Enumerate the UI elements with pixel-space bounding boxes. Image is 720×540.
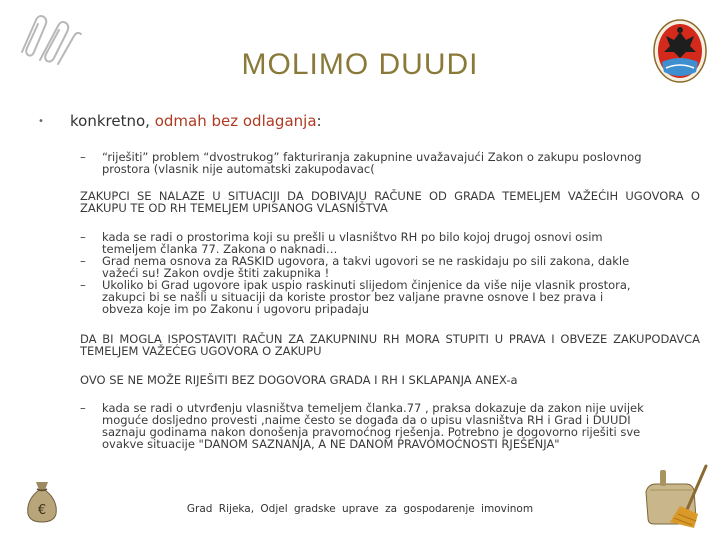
bullet-suffix: : [316,112,322,130]
money-bag-icon [24,478,60,524]
sub-item-line: prostora (vlasnik nije automatski zakupodavac( [102,162,375,176]
last-list [80,402,700,450]
footer-text: Grad Rijeka, Odjel gradske uprave za gospodarenje imovinom [186,503,534,515]
list-item-line: važeći su! Zakon ovdje štiti zakupnika ! [102,266,330,280]
list-item-line: kada se radi o prostorima koji su prešli u vlasništvo RH po bilo kojoj drugoj osnovi osim [102,230,603,244]
list-item [80,151,700,175]
page-title: MOLIMO DUUDI [241,48,479,81]
list-item-line: temeljem članka 77. Zakona o naknadi… [102,242,338,256]
dash-marker: – [80,230,86,244]
bullet-dot: • [38,116,44,127]
list-item-line: moguće dosljedno provesti ,naime često se događa da o upisu vlasništva RH i Grad i DUUDI [102,413,631,427]
dash-marker: – [80,401,86,415]
dash-marker: – [80,278,86,292]
dash-list [80,231,700,315]
list-item-line: saznaju godinama nakon donošenja pravomoćnog rješenja. Potrebno je dogovorno riješiti sve [102,425,641,439]
list-item-line: zakupci bi se našli u situaciji da koriste prostor bez valjane pravne osnove I bez prava i [102,290,604,304]
bullet-text [70,112,322,130]
list-item-line: Grad nema osnova za RASKID ugovora, a takvi ugovori se ne raskidaju po sili zakona, dakle [102,254,630,268]
caps-paragraph-2: DA BI MOGLA ISPOSTAVITI RAČUN ZA ZAKUPNINU RH MORA STUPITI U PRAVA I OBVEZE ZAKUPODAVCA TEMELJEM VAŽEĆEG UGOVORA O ZAKUPU [80,332,700,358]
list-item-line: obveza koje im po Zakonu i ugovoru pripadaju [102,302,370,316]
bullet-highlight: odmah bez odlaganja [154,112,317,130]
list-item [80,231,700,255]
list-item [80,402,700,450]
sub-item-line: “riješiti” problem “dvostrukog” fakturiranja zakupnine uvažavajući Zakon o zakupu poslovnog [102,150,642,164]
dustpan-broom-icon [640,462,714,530]
list-item [80,279,700,315]
caps-paragraph-1: ZAKUPCI SE NALAZE U SITUACIJI DA DOBIVAJU RAČUNE OD GRADA TEMELJEM VAŽEĆIH UGOVORA O ZAKUPU TE OD RH TEMELJEM UPISANOG VLASNIŠTVA [80,189,700,215]
sub-list-1 [80,151,700,175]
dash-marker: – [80,254,86,268]
list-item-line: Ukoliko bi Grad ugovore ipak uspio raskinuti slijedom činjenice da više nije vlasnik prostora, [102,278,631,292]
bullet-prefix: konkretno, [70,112,155,130]
list-item-line: kada se radi o utvrđenju vlasništva temeljem članka.77 , praksa dokazuje da zakon nije uvijek [102,401,644,415]
dash-marker: – [80,150,86,164]
caps-paragraph-3: OVO SE NE MOŽE RIJEŠITI BEZ DOGOVORA GRADA I RH I SKLAPANJA ANEX-a [80,373,518,387]
list-item-line: ovakve situacije "DANOM SAZNANJA, A NE DANOM PRAVOMOĆNOSTI RJEŠENJA" [102,437,560,451]
list-item [80,255,700,279]
svg-text:€: € [37,503,47,518]
